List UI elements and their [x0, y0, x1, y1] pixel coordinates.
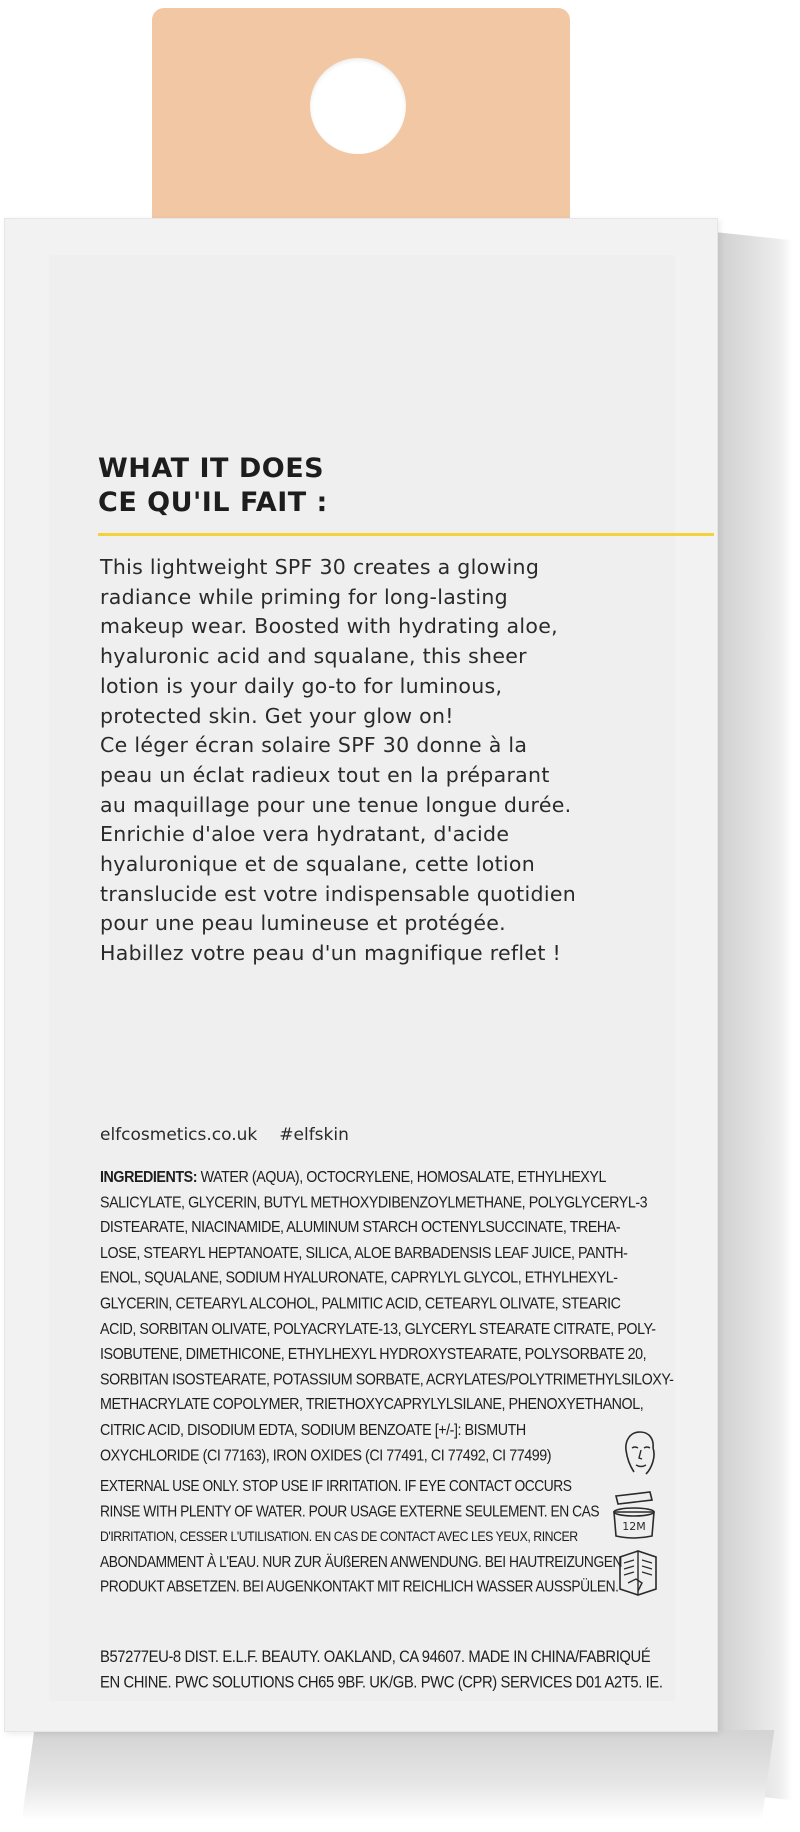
ingredients-line: GLYCERIN, CETEARYL ALCOHOL, PALMITIC ACID, CETEARYL OLIVATE, STEARIC [100, 1294, 621, 1313]
ingredients-line: CITRIC ACID, DISODIUM EDTA, SODIUM BENZOATE [+/-]: BISMUTH [100, 1421, 526, 1440]
website-row [100, 1125, 349, 1145]
section-heading [98, 452, 328, 520]
description-line: makeup wear. Boosted with hydrating aloe, [100, 614, 558, 639]
hashtag-text: #elfskin [279, 1125, 349, 1145]
description-line: protected skin. Get your glow on! [100, 703, 454, 728]
ingredients-line: INGREDIENTS: WATER (AQUA), OCTOCRYLENE, HOMOSALATE, ETHYLHEXYL [100, 1168, 606, 1187]
website-text: elfcosmetics.co.uk [100, 1125, 258, 1145]
ingredients-line: ENOL, SQUALANE, SODIUM HYALURONATE, CAPRYLYL GLYCOL, ETHYLHEXYL- [100, 1269, 618, 1288]
warning-line: ABONDAMMENT À L'EAU. NUR ZUR ÄUßEREN ANWENDUNG. BEI HAUTREIZUNGEN [100, 1553, 622, 1571]
description-line: translucide est votre indispensable quotidien [100, 881, 577, 906]
ingredients-label: INGREDIENTS: [100, 1168, 198, 1187]
description-line: Ce léger écran solaire SPF 30 donne à la [100, 733, 528, 758]
ingredients-line: LOSE, STEARYL HEPTANOATE, SILICA, ALOE BARBADENSIS LEAF JUICE, PANTH- [100, 1244, 628, 1263]
warning-line: RINSE WITH PLENTY OF WATER. POUR USAGE EXTERNE SEULEMENT. EN CAS [100, 1502, 600, 1520]
description-line: pour une peau lumineuse et protégée. [100, 911, 506, 936]
heading-english: WHAT IT DOES [98, 453, 325, 484]
usage-warning [100, 1474, 620, 1601]
pao-label: 12M [622, 1520, 646, 1533]
ingredients-line: SORBITAN ISOSTEARATE, POTASSIUM SORBATE, ACRYLATES/POLYTRIMETHYLSILOXY- [100, 1370, 674, 1389]
description-line: peau un éclat radieux tout en la préparant [100, 762, 550, 787]
face-icon [620, 1428, 660, 1478]
description-line: Habillez votre peau d'un magnifique reflet ! [100, 941, 561, 966]
warning-line: EXTERNAL USE ONLY. STOP USE IF IRRITATION. IF EYE CONTACT OCCURS [100, 1477, 572, 1495]
product-description [100, 553, 722, 969]
distribution-line: B57277EU-8 DIST. E.L.F. BEAUTY. OAKLAND, CA 94607. MADE IN CHINA/FABRIQUÉ [100, 1648, 651, 1667]
warning-line: D'IRRITATION, CESSER L'UTILISATION. EN CAS DE CONTACT AVEC LES YEUX, RINCER [100, 1529, 578, 1545]
hang-tab [152, 8, 570, 238]
description-line: au maquillage pour une tenue longue durée. [100, 792, 572, 817]
ingredients-line: OXYCHLORIDE (CI 77163), IRON OXIDES (CI 77491, CI 77492, CI 77499) [100, 1446, 552, 1465]
box-shadow-bottom [22, 1730, 775, 1820]
ingredients-line: METHACRYLATE COPOLYMER, TRIETHOXYCAPRYLYLSILANE, PHENOXYETHANOL, [100, 1396, 644, 1415]
hang-hole [310, 58, 406, 154]
ingredients-line: ACID, SORBITAN OLIVATE, POLYACRYLATE-13, GLYCERYL STEARATE CITRATE, POLY- [100, 1320, 656, 1339]
heading-french: CE QU'IL FAIT : [98, 487, 328, 518]
description-line: Enrichie d'aloe vera hydratant, d'acide [100, 822, 510, 847]
ingredients-line: ISOBUTENE, DIMETHICONE, ETHYLHEXYL HYDROXYSTEARATE, POLYSORBATE 20, [100, 1345, 647, 1364]
description-line: lotion is your daily go-to for luminous, [100, 673, 503, 698]
distribution-info [100, 1645, 700, 1697]
ingredients-line: SALICYLATE, GLYCERIN, BUTYL METHOXYDIBENZOYLMETHANE, POLYGLYCERYL-3 [100, 1193, 648, 1212]
description-line: This lightweight SPF 30 creates a glowing [100, 555, 540, 579]
accent-divider [98, 533, 714, 536]
description-line: hyaluronic acid and squalane, this sheer [100, 644, 527, 669]
open-jar-icon [606, 1490, 662, 1542]
warning-line: PRODUKT ABSETZEN. BEI AUGENKONTAKT MIT REICHLICH WASSER AUSSPÜLEN. [100, 1578, 619, 1596]
ingredients-line: DISTEARATE, NIACINAMIDE, ALUMINUM STARCH OCTENYLSUCCINATE, TREHA- [100, 1218, 621, 1237]
distribution-line: EN CHINE. PWC SOLUTIONS CH65 9BF. UK/GB. PWC (CPR) SERVICES D01 A2T5. IE. [100, 1674, 663, 1693]
read-leaflet-icon [614, 1545, 662, 1599]
description-line: hyaluronique et de squalane, cette lotion [100, 852, 536, 877]
box-shadow-right [714, 232, 792, 1800]
ingredients-list [100, 1165, 700, 1469]
description-line: radiance while priming for long-lasting [100, 584, 508, 609]
